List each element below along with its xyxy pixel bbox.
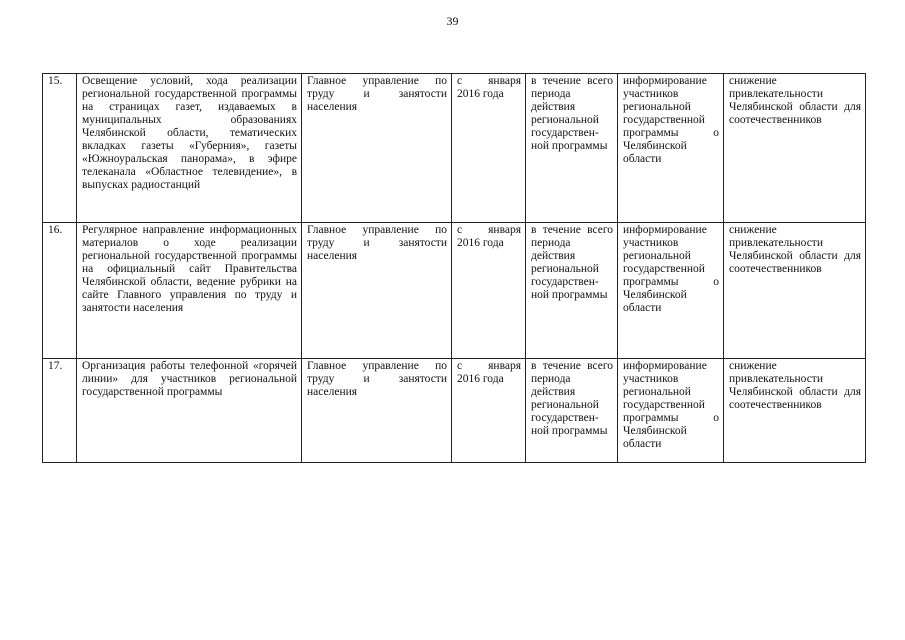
- page-number: 39: [446, 14, 459, 28]
- period-cell: в течение всего периода действия региональной государствен-ной программы: [526, 359, 618, 463]
- executor-cell: Главное управление по труду и занятости населения: [302, 359, 452, 463]
- start-date-cell: с января 2016 года: [452, 74, 526, 223]
- measure-cell: Освещение условий, хода реализации региональной государственной программы на страницах газет, издаваемых в муниципальных образованиях Челябинской области, тематических вкладках газеты «Губерния», газеты «Южноуральская панорама», в эфире телеканала «Областное телевидение», в выпусках радиостанций: [77, 74, 302, 223]
- measure-cell: Регулярное направление информационных материалов о ходе реализации региональной государственной программы на официальный сайт Правительства Челябинской области, ведение рубрики на сайте Главного управления по труду и занятости населения: [77, 223, 302, 359]
- period-cell: в течение всего периода действия региональной государствен-ной программы: [526, 223, 618, 359]
- risk-cell: снижение привлекательности Челябинской области для соотечественников: [724, 223, 866, 359]
- result-cell: информирование участников региональной государственной программы о Челябинской области: [618, 74, 724, 223]
- measure-cell: Организация работы телефонной «горячей линии» для участников региональной государственной программы: [77, 359, 302, 463]
- table-row: [43, 74, 866, 223]
- table-row: [43, 223, 866, 359]
- start-date-cell: с января 2016 года: [452, 223, 526, 359]
- risk-cell: снижение привлекательности Челябинской области для соотечественников: [724, 74, 866, 223]
- executor-cell: Главное управление по труду и занятости населения: [302, 74, 452, 223]
- executor-cell: Главное управление по труду и занятости населения: [302, 223, 452, 359]
- row-number: 17.: [43, 359, 77, 463]
- measures-table: [42, 73, 866, 463]
- period-cell: в течение всего периода действия региональной государствен-ной программы: [526, 74, 618, 223]
- result-cell: информирование участников региональной государственной программы о Челябинской области: [618, 223, 724, 359]
- result-cell: информирование участников региональной государственной программы о Челябинской области: [618, 359, 724, 463]
- row-number: 15.: [43, 74, 77, 223]
- table-row: [43, 359, 866, 463]
- risk-cell: снижение привлекательности Челябинской области для соотечественников: [724, 359, 866, 463]
- row-number: 16.: [43, 223, 77, 359]
- start-date-cell: с января 2016 года: [452, 359, 526, 463]
